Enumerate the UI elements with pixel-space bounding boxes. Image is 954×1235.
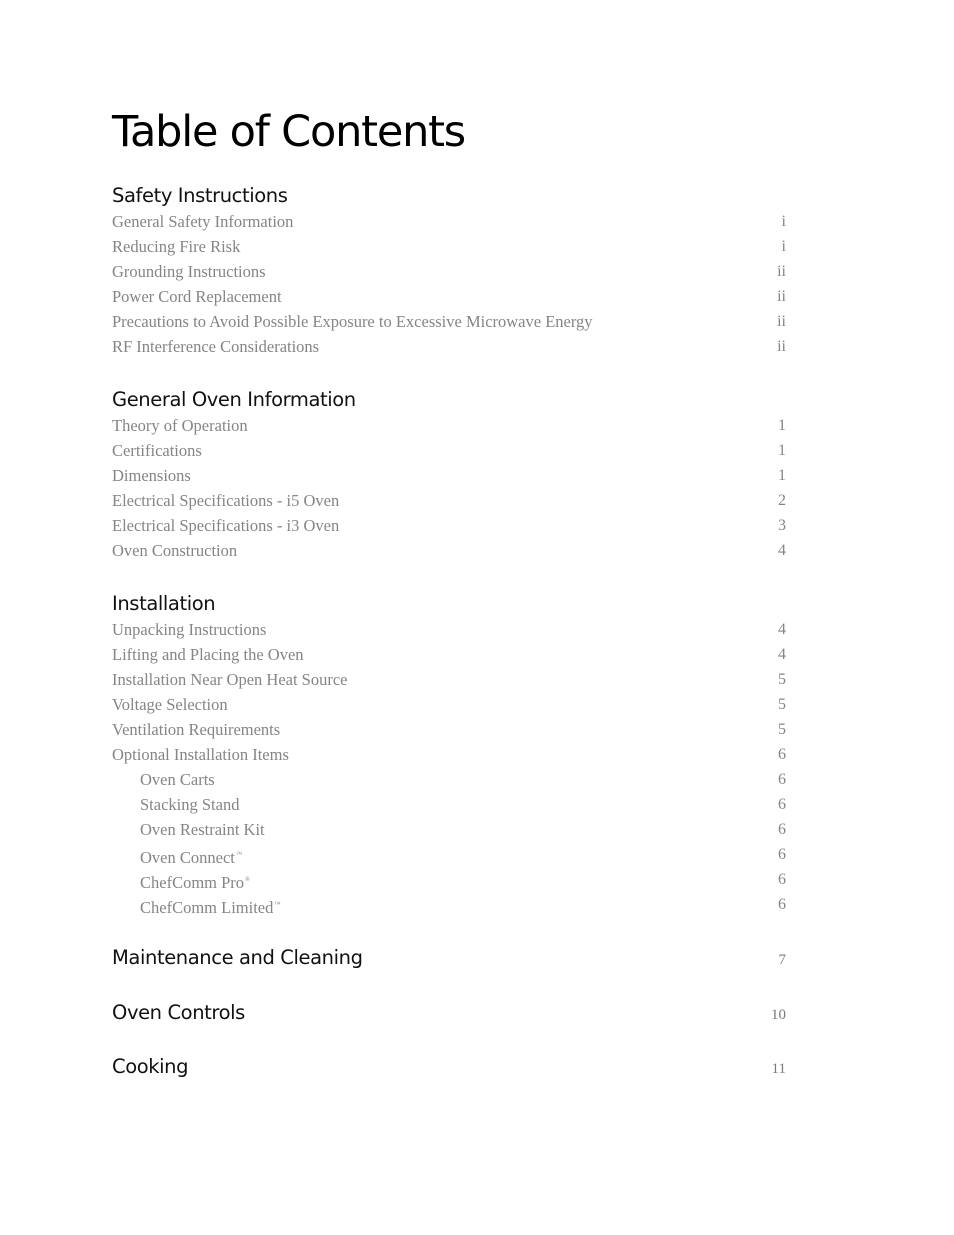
- entry-label: Precautions to Avoid Possible Exposure to Excessive Microwave Energy: [112, 312, 593, 331]
- entry-page-number: 4: [778, 646, 786, 663]
- entry-label: Unpacking Instructions: [112, 620, 267, 639]
- toc-entry[interactable]: [112, 209, 786, 234]
- entry-page-number: 3: [778, 517, 786, 534]
- entry-page-number: ii: [777, 288, 786, 305]
- entry-page-number: 6: [778, 746, 786, 763]
- entry-page-number: 6: [778, 771, 786, 788]
- toc-entry[interactable]: [112, 259, 786, 284]
- entry-label: Certifications: [112, 441, 202, 460]
- entry-label: [112, 873, 250, 892]
- toc-entry[interactable]: [112, 692, 786, 717]
- entry-label: [112, 898, 281, 917]
- entry-page-number: 2: [778, 492, 786, 509]
- entry-label: Lifting and Placing the Oven: [112, 645, 304, 664]
- entry-label: Oven Restraint Kit: [140, 820, 265, 839]
- toc-subentry[interactable]: [112, 792, 786, 817]
- entry-page-number: ii: [777, 313, 786, 330]
- entry-label: [112, 848, 242, 867]
- toc-entry[interactable]: [112, 667, 786, 692]
- trademark-mark: ™: [274, 901, 281, 908]
- toc-section-header[interactable]: [112, 945, 786, 971]
- entry-label: General Safety Information: [112, 212, 294, 231]
- entry-label: Power Cord Replacement: [112, 287, 282, 306]
- toc-entry[interactable]: [112, 284, 786, 309]
- entry-page-number: 1: [778, 442, 786, 459]
- toc-entry[interactable]: [112, 334, 786, 359]
- entry-label: Electrical Specifications - i5 Oven: [112, 491, 340, 510]
- toc-entry[interactable]: [112, 463, 786, 488]
- entry-page-number: 4: [778, 621, 786, 638]
- toc-entry[interactable]: [112, 717, 786, 742]
- toc-section-header[interactable]: [112, 183, 786, 209]
- toc-entry-list: [112, 617, 786, 917]
- toc-entry[interactable]: [112, 488, 786, 513]
- toc-subentry[interactable]: [112, 867, 786, 892]
- entry-label: Voltage Selection: [112, 695, 228, 714]
- section-page-number: 10: [771, 1007, 786, 1023]
- toc-section-header[interactable]: [112, 387, 786, 413]
- page-title: Table of Contents: [112, 107, 465, 157]
- section-page-number: 11: [771, 1061, 786, 1077]
- section-title: Safety Instructions: [112, 184, 288, 207]
- entry-page-number: 5: [778, 696, 786, 713]
- entry-label: Theory of Operation: [112, 416, 248, 435]
- trademark-mark: ™: [235, 851, 243, 858]
- entry-page-number: ii: [777, 338, 786, 355]
- entry-page-number: 6: [778, 871, 786, 888]
- entry-page-number: 1: [778, 467, 786, 484]
- toc-section-header[interactable]: [112, 591, 786, 617]
- entry-page-number: 6: [778, 796, 786, 813]
- entry-label: Electrical Specifications - i3 Oven: [112, 516, 340, 535]
- entry-label: Dimensions: [112, 466, 191, 485]
- toc-entry[interactable]: [112, 538, 786, 563]
- toc-section-general-oven-information: [112, 387, 786, 563]
- entry-label: Grounding Instructions: [112, 262, 266, 281]
- entry-label: Stacking Stand: [140, 795, 240, 814]
- toc-section-safety-instructions: [112, 183, 786, 359]
- entry-label: Oven Construction: [112, 541, 238, 560]
- toc-section-header[interactable]: [112, 1000, 786, 1026]
- toc-entry[interactable]: [112, 413, 786, 438]
- entry-label: Oven Carts: [140, 770, 215, 789]
- entry-page-number: i: [781, 238, 786, 255]
- toc-section-cooking: [112, 1054, 786, 1080]
- entry-label: Optional Installation Items: [112, 745, 289, 764]
- entry-label: Ventilation Requirements: [112, 720, 281, 739]
- toc-subentry[interactable]: [112, 817, 786, 842]
- entry-page-number: 6: [778, 821, 786, 838]
- section-title: Installation: [112, 592, 216, 615]
- section-title: Oven Controls: [112, 1001, 245, 1024]
- entry-page-number: 5: [778, 721, 786, 738]
- entry-label-text: Oven Connect: [140, 848, 235, 867]
- registered-mark: ®: [245, 876, 250, 883]
- entry-label-text: ChefComm Limited: [140, 898, 274, 917]
- toc-entry[interactable]: [112, 513, 786, 538]
- toc-entry-list: [112, 413, 786, 563]
- entry-page-number: 1: [778, 417, 786, 434]
- entry-label: RF Interference Considerations: [112, 337, 320, 356]
- entry-label: Installation Near Open Heat Source: [112, 670, 348, 689]
- toc-section-maintenance-and-cleaning: [112, 945, 786, 971]
- entry-page-number: ii: [777, 263, 786, 280]
- entry-page-number: 6: [778, 896, 786, 913]
- entry-page-number: i: [781, 213, 786, 230]
- toc-entry[interactable]: [112, 309, 786, 334]
- section-page-number: 7: [778, 952, 786, 968]
- toc-section-installation: [112, 591, 786, 917]
- section-title: Cooking: [112, 1055, 189, 1078]
- toc-entry[interactable]: [112, 742, 786, 767]
- entry-label: Reducing Fire Risk: [112, 237, 241, 256]
- toc-section-header[interactable]: [112, 1054, 786, 1080]
- toc-subentry[interactable]: [112, 767, 786, 792]
- section-title: General Oven Information: [112, 388, 356, 411]
- toc-entry[interactable]: [112, 642, 786, 667]
- toc-entry-list: [112, 209, 786, 359]
- toc-subentry[interactable]: [112, 842, 786, 867]
- entry-page-number: 4: [778, 542, 786, 559]
- toc-entry[interactable]: [112, 617, 786, 642]
- section-title: Maintenance and Cleaning: [112, 946, 363, 969]
- toc-entry[interactable]: [112, 234, 786, 259]
- entry-label-text: ChefComm Pro: [140, 873, 245, 892]
- entry-page-number: 6: [778, 846, 786, 863]
- toc-entry[interactable]: [112, 438, 786, 463]
- toc-section-oven-controls: [112, 1000, 786, 1026]
- entry-page-number: 5: [778, 671, 786, 688]
- toc-subentry[interactable]: [112, 892, 786, 917]
